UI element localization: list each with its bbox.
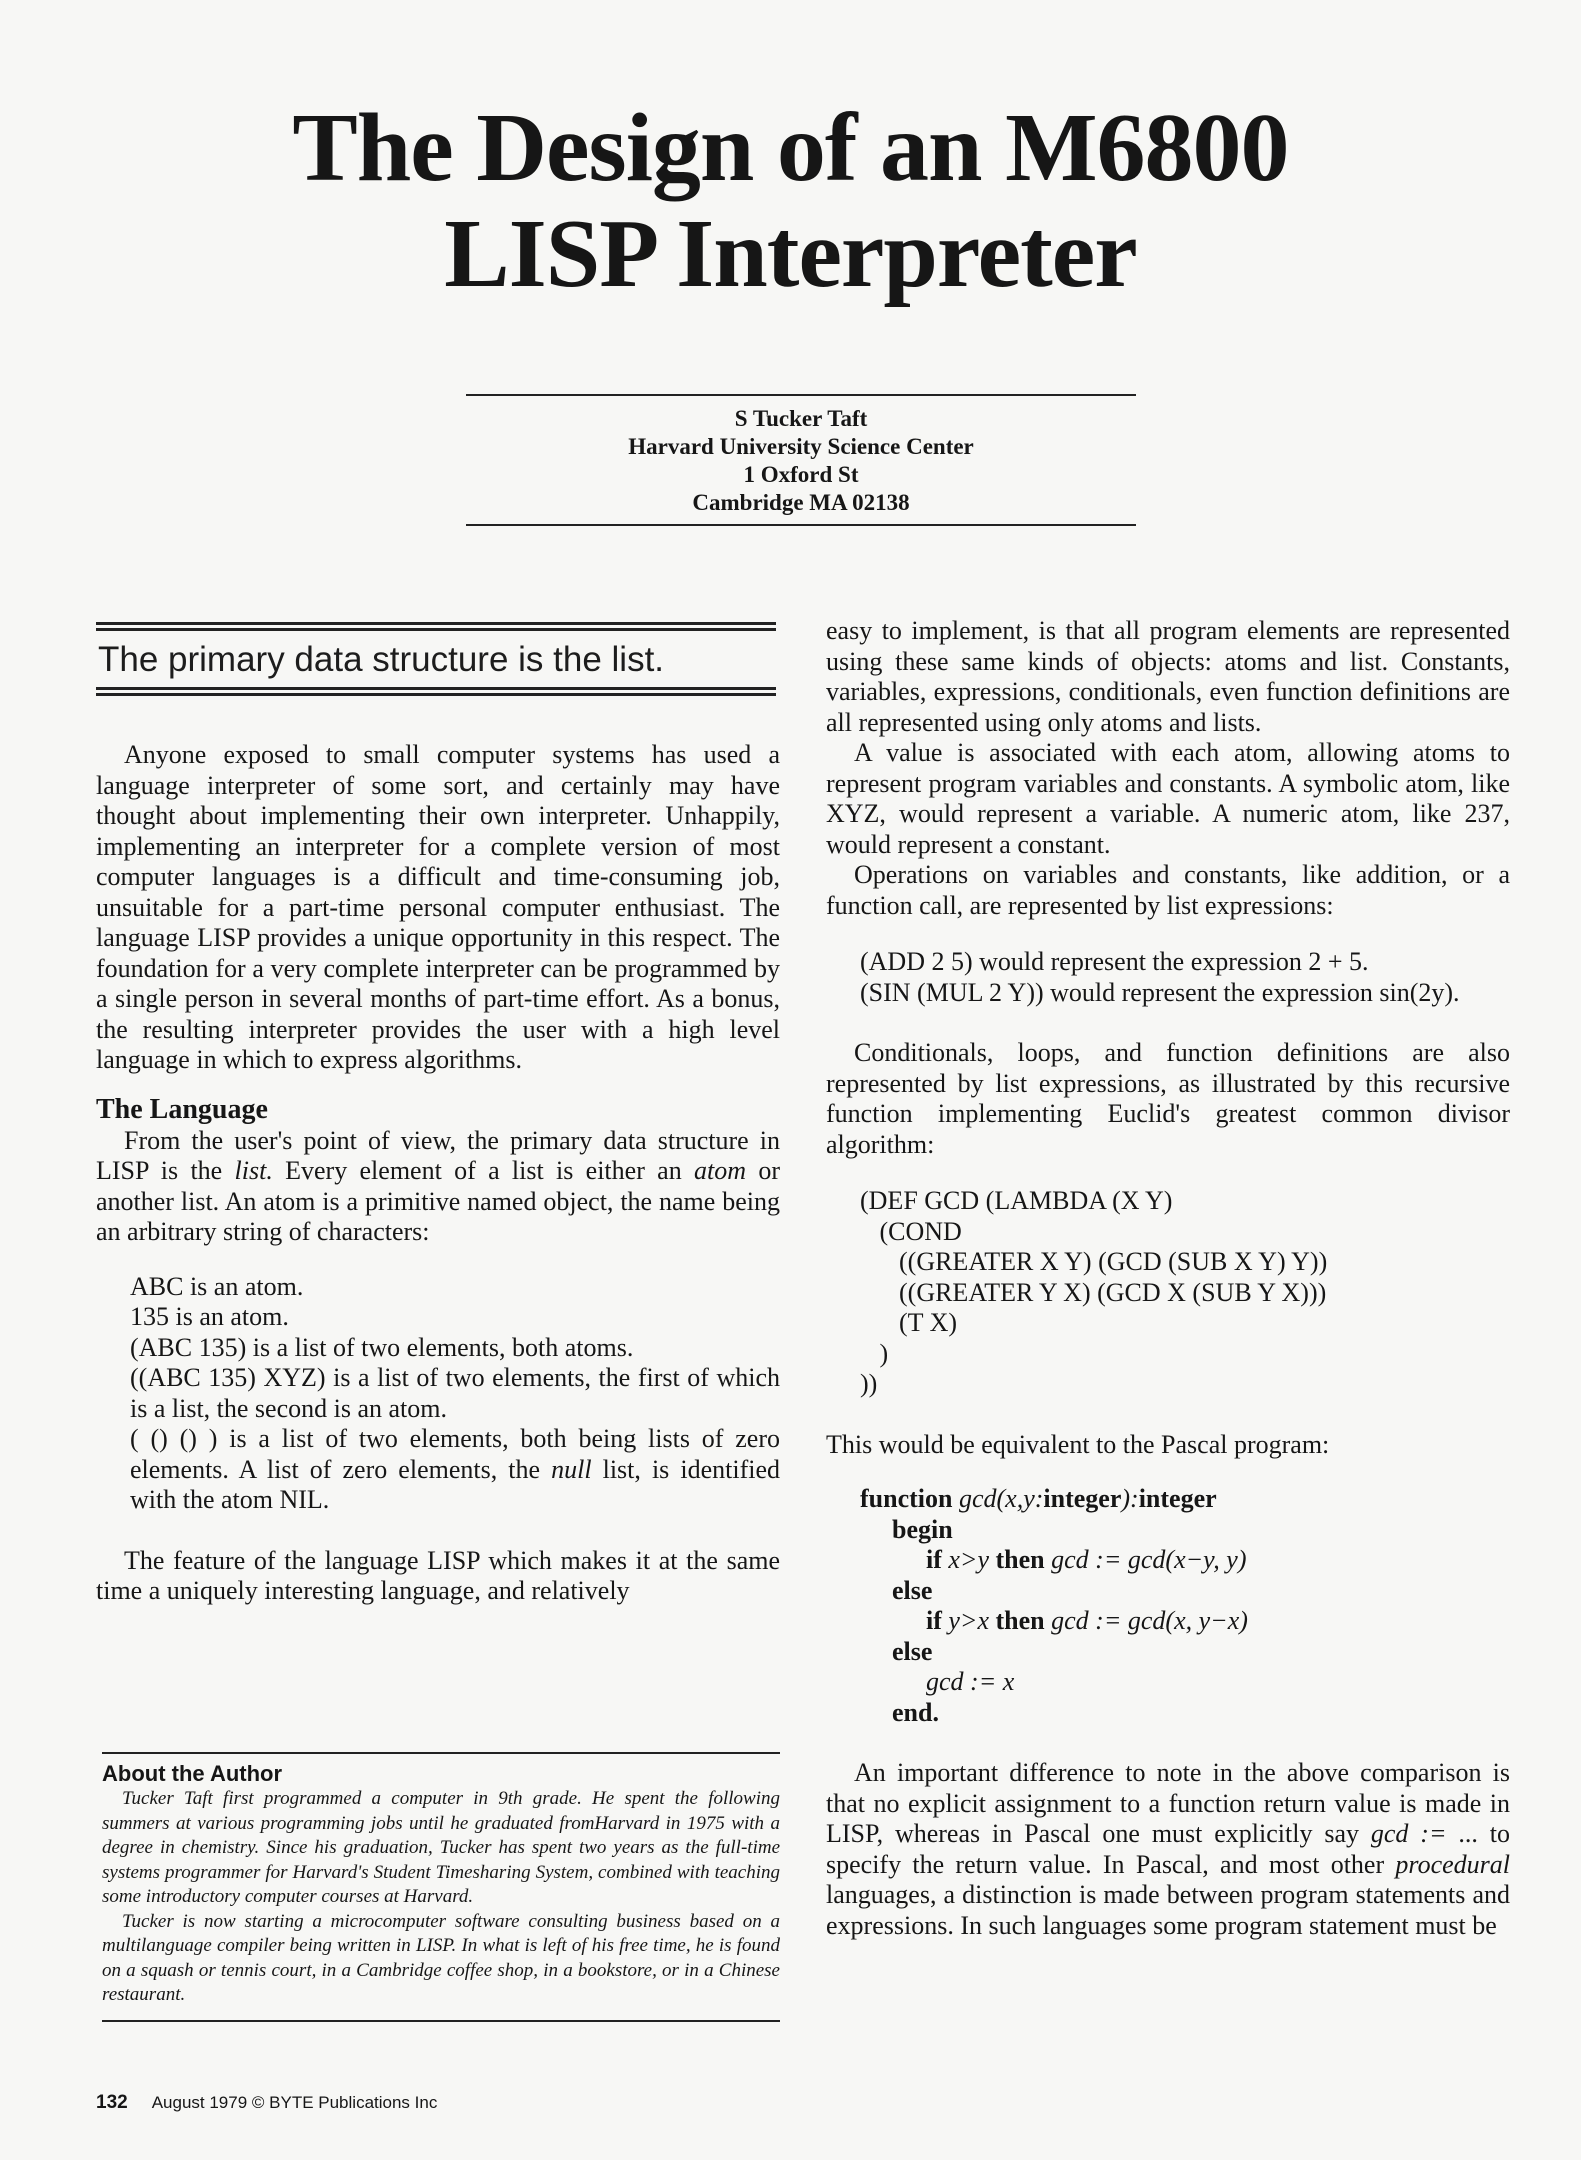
language-text-c: or another list. An atom is a primitive named object, the name being an arbitrary string of characters: — [96, 1156, 780, 1246]
example-5 — [130, 1424, 780, 1516]
right-p6-text-b: ... to specify the return value. In Pascal, and most other — [826, 1819, 1510, 1879]
term-list: list. — [234, 1156, 273, 1185]
pascal-signature-close: ): — [1121, 1484, 1139, 1513]
example-1: ABC is an atom. — [130, 1271, 304, 1301]
language-text-a: From the user's point of view, the primary data structure in LISP is the — [96, 1125, 780, 1185]
title-line-1: The Design of an M6800 — [292, 94, 1289, 202]
pascal-signature: gcd(x,y: — [952, 1484, 1044, 1513]
term-procedural: procedural — [1395, 1849, 1510, 1879]
right-paragraph-1: easy to implement, is that all program elements are represented using these same kinds of objects: atoms and list. Constants, variables, expressions, conditionals, even function definitions are all represented using only atoms and lists. — [826, 616, 1510, 737]
right-p6-text-a: An important difference to note in the above comparison is that no explicit assignment to a function return value is made in LISP, whereas in Pascal one must explicitly say — [826, 1758, 1510, 1848]
about-author-paragraph-2: Tucker is now starting a microcomputer software consulting business based on a multilanguage compiler being written in LISP. In what is left of his free time, he is found on a squash or tennis court, in a Cambridge coffee shop, in a bookstore, or in a Chinese restaurant. — [102, 1910, 780, 2005]
pascal-kw-integer: integer — [1043, 1484, 1122, 1513]
author-city: Cambridge MA 02138 — [692, 490, 910, 515]
language-text-b: Every element of a list is either an — [272, 1156, 695, 1185]
term-null: null — [551, 1454, 592, 1484]
expression-example-1: (ADD 2 5) would represent the expression 2 + 5. — [860, 947, 1369, 976]
byline-bottom-rule — [466, 524, 1136, 526]
pascal-line-4 — [860, 1576, 1510, 1607]
byline-top-rule — [466, 394, 1136, 396]
intro-paragraph: Anyone exposed to small computer systems has used a language interpreter of some sort, and certainly may have thought about implementing their own interpreter. Unhappily, implementing an interpreter for a complete version of most computer languages is a difficult and time-consuming job, unsuitable for a part-time personal computer enthusiast. The language LISP provides a unique opportunity in this respect. The foundation for a very complete interpreter can be programmed by a single person in several months of part-time effort. As a bonus, the resulting interpreter provides the user with a high level language in which to express algorithms. — [96, 740, 780, 1074]
language-paragraph — [96, 1126, 780, 1248]
left-column — [96, 740, 780, 1607]
example-5-text-a: ( () () ) is a list of two elements, both being lists of zero elements. A list of zero elements, the — [130, 1424, 780, 1484]
pascal-kw-else-1: else — [892, 1575, 933, 1605]
pull-quote-box — [96, 622, 776, 696]
pascal-kw-then-1: then — [995, 1545, 1045, 1574]
lisp-gcd-code: (DEF GCD (LAMBDA (X Y) (COND ((GREATER X Y) (GCD (SUB X Y) Y)) ((GREATER Y X) (GCD X (SUB Y X))) (T X) ) )) — [860, 1186, 1328, 1398]
author-street: 1 Oxford St — [743, 462, 859, 487]
right-paragraph-2: A value is associated with each atom, allowing atoms to represent program variables and constants. A symbolic atom, like XYZ, would represent a variable. A numeric atom, like 237, would represent a constant. — [826, 738, 1510, 859]
pascal-kw-then-2: then — [995, 1606, 1045, 1635]
right-paragraph-3: Operations on variables and constants, like addition, or a function call, are represented by list expressions: — [826, 860, 1510, 920]
pascal-line-7 — [860, 1667, 1510, 1698]
pascal-assign-3: gcd := x — [926, 1667, 1015, 1696]
article-title — [0, 95, 1581, 307]
example-3: (ABC 135) is a list of two elements, both atoms. — [130, 1332, 634, 1362]
about-author-paragraph-1: Tucker Taft first programmed a computer in 9th grade. He spent the following summers at various programming jobs until he graduated fromHarvard in 1975 with a degree in chemistry. Since his graduation, Tucker has spent two years as the full-time systems programmer for Harvard's Student Timesharing System, combined with teaching some introductory computer courses at Harvard. — [102, 1788, 780, 1907]
pull-quote: The primary data structure is the list. — [98, 640, 665, 679]
expression-examples — [860, 947, 1510, 1008]
pascal-line-3 — [860, 1545, 1510, 1576]
page-footer — [96, 2092, 437, 2114]
atom-examples — [130, 1272, 780, 1516]
pascal-line-2 — [860, 1515, 1510, 1546]
pascal-kw-integer-return: integer — [1138, 1484, 1217, 1513]
right-p6-code: gcd := — [1370, 1819, 1447, 1848]
right-column — [826, 616, 1510, 1941]
pull-quote-bottom-rule — [96, 687, 776, 696]
right-paragraph-4: Conditionals, loops, and function definitions are also represented by list expressions, as illustrated by this recursive function implementing Euclid's greatest common divisor algorithm: — [826, 1038, 1510, 1159]
pascal-kw-if-1: if — [926, 1545, 942, 1574]
pascal-kw-if-2: if — [926, 1606, 942, 1635]
right-paragraph-5: This would be equivalent to the Pascal program: — [826, 1429, 1330, 1459]
term-atom: atom — [694, 1156, 747, 1185]
example-4: ((ABC 135) XYZ) is a list of two elements, the first of which is a list, the second is an atom. — [130, 1363, 780, 1423]
pascal-cond-1: x>y — [941, 1545, 996, 1574]
pascal-kw-end: end. — [892, 1697, 939, 1727]
pascal-assign-1: gcd := gcd(x−y, y) — [1044, 1545, 1247, 1574]
right-p6-text-c: languages, a distinction is made between program statements and expressions. In such languages some program statement must be — [826, 1880, 1510, 1940]
pascal-line-1 — [860, 1484, 1510, 1515]
pascal-kw-begin: begin — [892, 1514, 953, 1544]
pascal-line-8 — [860, 1698, 1510, 1729]
pascal-line-5 — [860, 1606, 1510, 1637]
author-institution: Harvard University Science Center — [628, 434, 974, 459]
pascal-assign-2: gcd := gcd(x, y−x) — [1044, 1606, 1248, 1635]
feature-paragraph: The feature of the language LISP which makes it at the same time a uniquely interesting language, and relatively — [96, 1545, 780, 1605]
pascal-line-6 — [860, 1637, 1510, 1668]
author-byline — [466, 405, 1136, 517]
pascal-kw-function: function — [860, 1484, 953, 1513]
page-number: 132 — [96, 2092, 128, 2113]
author-name: S Tucker Taft — [734, 406, 868, 431]
pull-quote-top-rule — [96, 622, 776, 631]
pascal-gcd-code — [860, 1484, 1510, 1728]
example-2: 135 is an atom. — [130, 1302, 289, 1331]
title-line-2: LISP Interpreter — [444, 200, 1137, 308]
pascal-kw-else-2: else — [892, 1636, 933, 1666]
section-heading-language: The Language — [96, 1093, 268, 1125]
expression-example-2: (SIN (MUL 2 Y)) would represent the expression sin(2y). — [860, 977, 1460, 1007]
right-paragraph-6 — [826, 1758, 1510, 1941]
about-author-heading: About the Author — [102, 1761, 283, 1786]
example-5-text-b: list, is identified with the atom NIL. — [130, 1454, 780, 1514]
footer-credit: August 1979 © BYTE Publications Inc — [151, 2093, 438, 2112]
pascal-cond-2: y>x — [941, 1606, 996, 1635]
about-author-box — [102, 1752, 780, 2022]
